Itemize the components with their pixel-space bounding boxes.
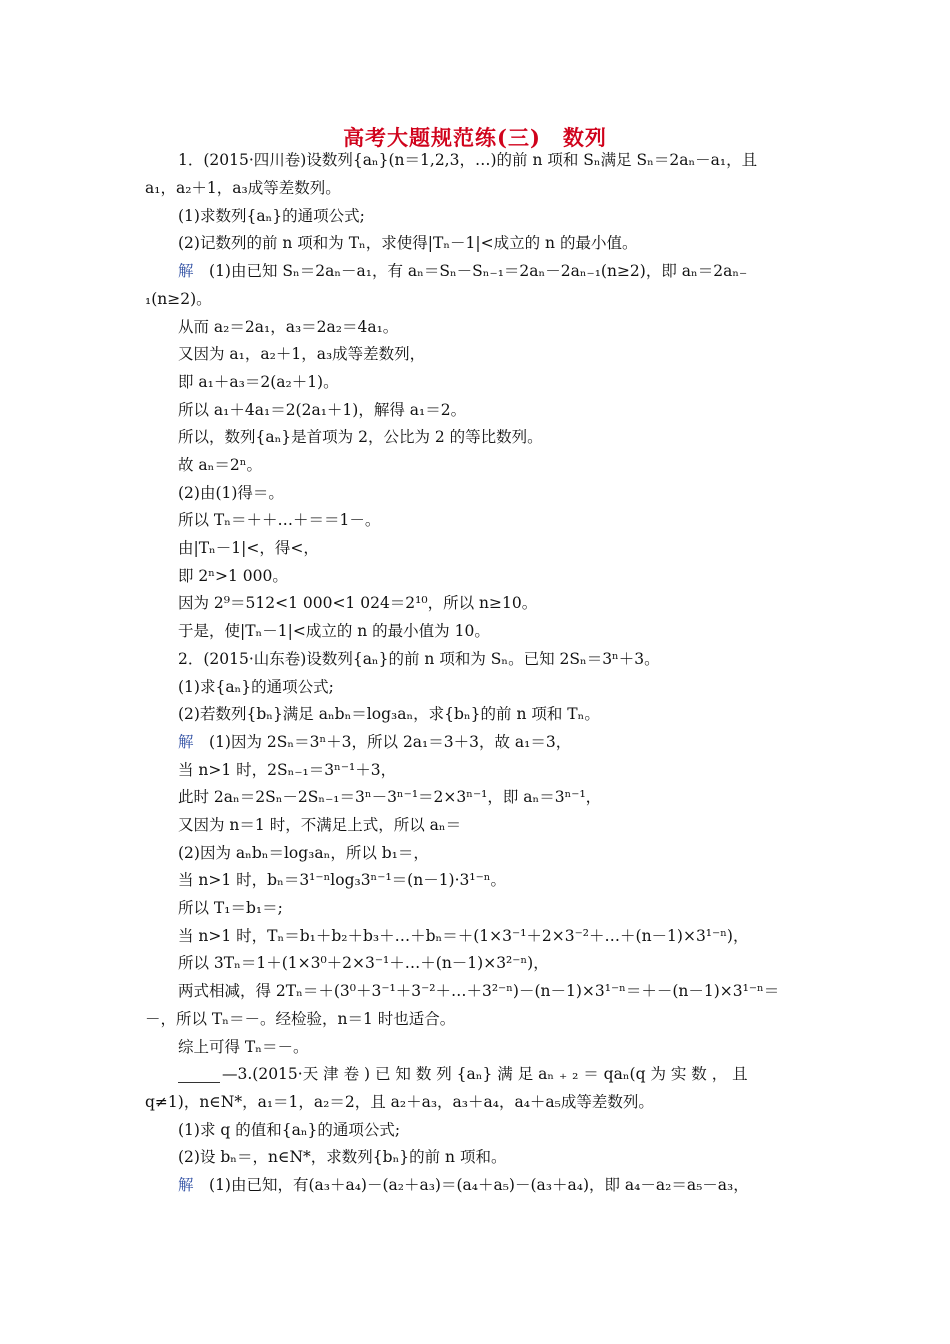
text-line xyxy=(178,372,339,392)
line-text: 当 n>1 时，Tₙ＝b₁＋b₂＋b₃＋…＋bₙ＝＋(1×3⁻¹＋2×3⁻²＋…＋(n－1)×3¹⁻ⁿ)， xyxy=(178,927,749,945)
text-line xyxy=(178,483,284,503)
text-line xyxy=(178,677,334,697)
line-text: 从而 a₂＝2a₁，a₃＝2a₂＝4a₁。 xyxy=(178,318,399,336)
line-text: (1)因为 2Sₙ＝3ⁿ＋3，所以 2a₁＝3＋3，故 a₁＝3， xyxy=(209,733,572,751)
line-text: 当 n>1 时，bₙ＝3¹⁻ⁿlog₃3ⁿ⁻¹＝(n－1)·3¹⁻ⁿ。 xyxy=(178,871,506,889)
line-text: 此时 2aₙ＝2Sₙ－2Sₙ₋₁＝3ⁿ－3ⁿ⁻¹＝2×3ⁿ⁻¹，即 aₙ＝3ⁿ⁻¹， xyxy=(178,788,602,806)
line-text: (2)若数列{bₙ}满足 aₙbₙ＝log₃aₙ，求{bₙ}的前 n 项和 Tₙ。 xyxy=(178,705,600,723)
dash-rule xyxy=(178,1082,220,1083)
text-line xyxy=(178,1037,308,1057)
page-title: 高考大题规范练(三) 数列 xyxy=(343,125,607,150)
line-text: 所以 3Tₙ＝1＋(1×3⁰＋2×3⁻¹＋…＋(n－1)×3²⁻ⁿ)， xyxy=(178,954,549,972)
line-text: 又因为 a₁，a₂＋1，a₃成等差数列， xyxy=(178,345,426,363)
text-line xyxy=(178,1147,506,1167)
text-line xyxy=(178,760,396,780)
line-text: －，所以 Tₙ＝－。经检验，n＝1 时也适合。 xyxy=(145,1010,456,1028)
text-line xyxy=(178,787,601,807)
text-line xyxy=(178,926,748,946)
line-text: 由|Tₙ－1|<，得<， xyxy=(178,539,319,557)
text-line xyxy=(178,1175,749,1195)
text-line xyxy=(178,953,549,973)
text-line xyxy=(178,150,757,170)
text-line xyxy=(145,289,212,309)
text-line xyxy=(222,1064,748,1084)
line-text: 于是，使|Tₙ－1|<成立的 n 的最小值为 10。 xyxy=(178,622,490,640)
line-text: 当 n>1 时，2Sₙ₋₁＝3ⁿ⁻¹＋3， xyxy=(178,761,397,779)
line-text: q≠1)，n∈N*，a₁＝1，a₂＝2，且 a₂＋a₃，a₃＋a₄，a₄＋a₅成等差数列。 xyxy=(145,1093,654,1111)
text-line xyxy=(178,621,490,641)
line-text: 2．(2015·山东卷)设数列{aₙ}的前 n 项和为 Sₙ。已知 2Sₙ＝3ⁿ＋3。 xyxy=(178,650,660,668)
text-line xyxy=(178,870,506,890)
text-line xyxy=(145,178,341,198)
line-text: (1)求数列{aₙ}的通项公式; xyxy=(178,207,365,225)
text-line xyxy=(178,566,288,586)
text-line xyxy=(178,233,637,253)
line-text: 综上可得 Tₙ＝－。 xyxy=(178,1038,309,1056)
line-text: (2)记数列的前 n 项和为 Tₙ，求使得|Tₙ－1|<成立的 n 的最小值。 xyxy=(178,234,638,252)
line-text: 所以，数列{aₙ}是首项为 2，公比为 2 的等比数列。 xyxy=(178,428,543,446)
line-text: 即 a₁＋a₃＝2(a₂＋1)。 xyxy=(178,373,339,391)
line-text: (2)设 bₙ＝，n∈N*，求数列{bₙ}的前 n 项和。 xyxy=(178,1148,507,1166)
line-text: a₁，a₂＋1，a₃成等差数列。 xyxy=(145,179,341,197)
text-line xyxy=(145,1009,455,1029)
text-line xyxy=(178,981,779,1001)
text-line xyxy=(178,538,319,558)
line-text: 故 aₙ＝2ⁿ。 xyxy=(178,456,262,474)
text-line xyxy=(178,510,380,530)
line-text: (1)求{aₙ}的通项公式; xyxy=(178,678,334,696)
text-line xyxy=(178,400,466,420)
line-text: 又因为 n＝1 时，不满足上式，所以 aₙ＝ xyxy=(178,816,462,834)
line-text: 所以 Tₙ＝＋＋…＋＝＝1－。 xyxy=(178,511,381,529)
line-text: 所以 T₁＝b₁＝; xyxy=(178,899,283,917)
line-text: 所以 a₁＋4a₁＝2(2a₁＋1)，解得 a₁＝2。 xyxy=(178,401,467,419)
text-line xyxy=(178,455,262,475)
text-line xyxy=(178,815,461,835)
text-line xyxy=(178,1120,400,1140)
line-text: 即 2ⁿ>1 000。 xyxy=(178,567,288,585)
text-line xyxy=(178,843,429,863)
text-line xyxy=(178,317,398,337)
line-text: —3.(2015·天 津 卷 ) 已 知 数 列 {aₙ} 满 足 aₙ ₊ ₂ ＝ qaₙ(q 为 实 数 ， 且 xyxy=(222,1065,748,1083)
line-text: ₁(n≥2)。 xyxy=(145,290,212,308)
text-line xyxy=(178,704,600,724)
text-line xyxy=(178,344,425,364)
text-line xyxy=(178,427,543,447)
text-line xyxy=(178,732,571,752)
solution-label: 解 xyxy=(178,1176,194,1194)
line-text: 两式相减，得 2Tₙ＝＋(3⁰＋3⁻¹＋3⁻²＋…＋3²⁻ⁿ)－(n－1)×3¹⁻ⁿ＝＋－(n－1)×3¹⁻ⁿ＝ xyxy=(178,982,780,1000)
text-line xyxy=(178,206,365,226)
line-text: 1．(2015·四川卷)设数列{aₙ}(n＝1,2,3，…)的前 n 项和 Sₙ满足 Sₙ＝2aₙ－a₁，且 xyxy=(178,151,758,169)
text-line xyxy=(178,649,660,669)
text-line xyxy=(178,261,747,281)
line-text: (1)由已知，有(a₃＋a₄)－(a₂＋a₃)＝(a₄＋a₅)－(a₃＋a₄)，即 a₄－a₂＝a₅－a₃， xyxy=(209,1176,749,1194)
solution-label: 解 xyxy=(178,733,194,751)
line-text: (1)由已知 Sₙ＝2aₙ－a₁，有 aₙ＝Sₙ－Sₙ₋₁＝2aₙ－2aₙ₋₁(n≥2)，即 aₙ＝2aₙ₋ xyxy=(209,262,748,280)
text-line xyxy=(145,1092,654,1112)
solution-label: 解 xyxy=(178,262,194,280)
line-text: (2)由(1)得＝。 xyxy=(178,484,284,502)
line-text: (2)因为 aₙbₙ＝log₃aₙ，所以 b₁＝， xyxy=(178,844,429,862)
text-line xyxy=(178,898,283,918)
text-line xyxy=(178,593,537,613)
line-text: (1)求 q 的值和{aₙ}的通项公式; xyxy=(178,1121,401,1139)
line-text: 因为 2⁹＝512<1 000<1 024＝2¹⁰，所以 n≥10。 xyxy=(178,594,538,612)
